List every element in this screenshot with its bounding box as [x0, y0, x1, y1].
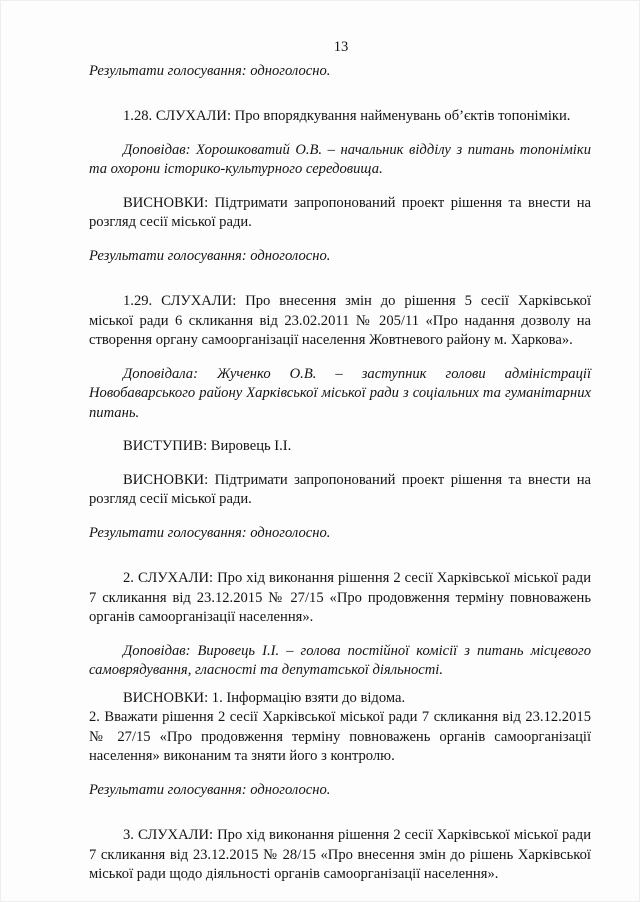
heard-item-1-28: 1.28. СЛУХАЛИ: Про впорядкування найменувань об’єктів топоніміки.	[123, 108, 571, 124]
conclusions: ВИСНОВКИ: Підтримати запропонований проект рішення та внести на розгляд сесії міської ради.	[89, 194, 591, 230]
speech: ВИСТУПИВ: Вировець І.І.	[123, 438, 292, 454]
voting-result: Результати голосування: одноголосно.	[89, 781, 331, 798]
speaker-note: Доповідав: Вировець І.І. – голова постійної комісії з питань місцевого самоврядування, гласності та депутатської діяльності.	[89, 642, 591, 678]
voting-result: Результати голосування: одноголосно.	[89, 62, 331, 79]
heard-item-2: 2. СЛУХАЛИ: Про хід виконання рішення 2 сесії Харківської міської ради 7 скликання від 23.12.2015 № 27/15 «Про продовження терміну повноважень органів самоорганізації населення».	[89, 570, 591, 625]
speaker-note: Доповідала: Жученко О.В. – заступник голови адміністрації Новобаварського району Харківської міської ради з соціальних та гуманітарних питань.	[89, 365, 591, 421]
document-body	[89, 38, 591, 885]
speaker-note: Доповідав: Хорошковатий О.В. – начальник відділу з питань топоніміки та охорони історико-культурного середовища.	[89, 141, 591, 177]
heard-item-1-29: 1.29. СЛУХАЛИ: Про внесення змін до рішення 5 сесії Харківської міської ради 6 скликання від 23.02.2011 № 205/11 «Про надання дозволу на створення органу самоорганізації населення Жовтневого району м. Харкова».	[89, 293, 591, 348]
heard-item-3: 3. СЛУХАЛИ: Про хід виконання рішення 2 сесії Харківської міської ради 7 скликання від 23.12.2015 № 28/15 «Про внесення змін до рішень Харківської міської ради щодо діяльності органів самоорганізації населення».	[89, 827, 591, 882]
conclusion-point-2: 2. Вважати рішення 2 сесії Харківської міської ради 7 скликання від 23.12.2015 № 27/15 «Про продовження терміну повноважень органів самоорганізації населення» виконаним та зняти його з контролю.	[89, 709, 591, 764]
voting-result: Результати голосування: одноголосно.	[89, 524, 331, 541]
conclusions: ВИСНОВКИ: 1. Інформацію взяти до відома.	[123, 689, 406, 706]
page-number: 13	[333, 39, 349, 55]
conclusions: ВИСНОВКИ: Підтримати запропонований проект рішення та внести на розгляд сесії міської ради.	[89, 471, 591, 507]
voting-result: Результати голосування: одноголосно.	[89, 247, 331, 264]
